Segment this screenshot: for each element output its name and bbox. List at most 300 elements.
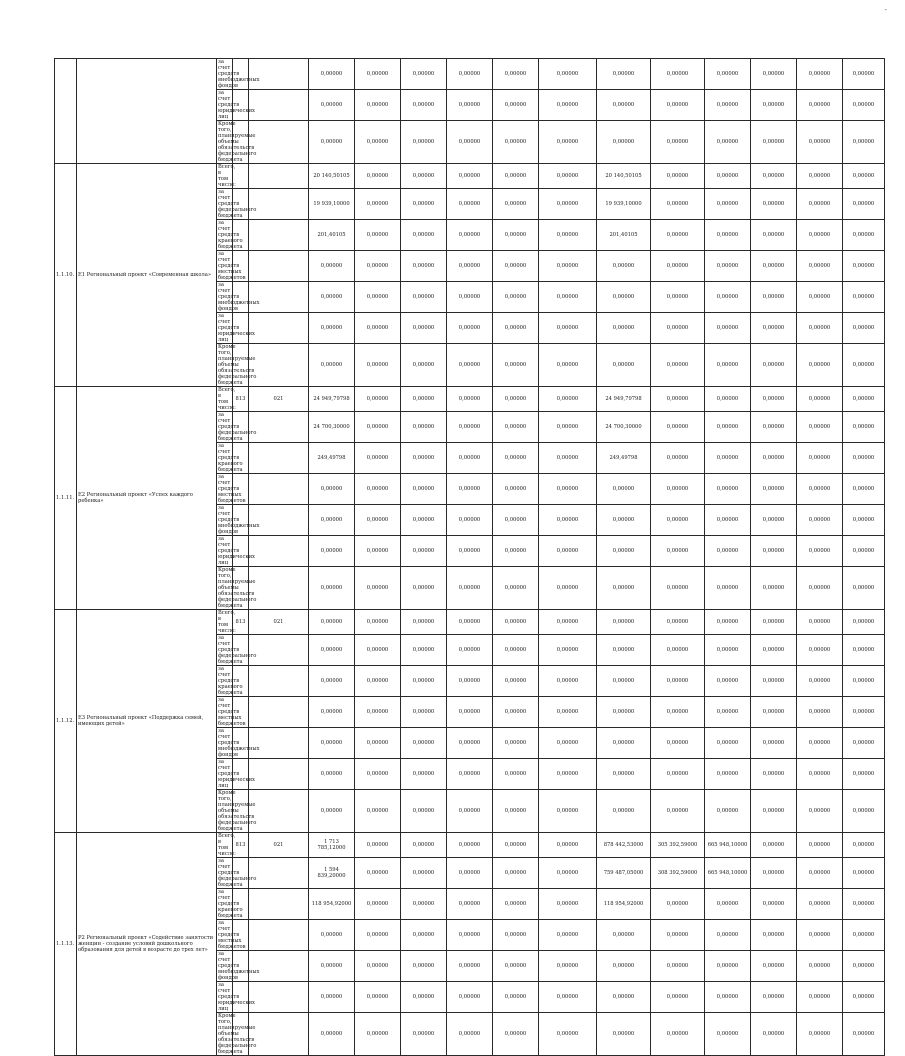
amount-cell: 0,00000	[843, 313, 885, 344]
amount-cell: 0,00000	[751, 189, 797, 220]
amount-cell: 0,00000	[401, 282, 447, 313]
amount-cell: 0,00000	[651, 536, 705, 567]
amount-cell: 0,00000	[539, 889, 597, 920]
amount-cell: 0,00000	[597, 282, 651, 313]
amount-cell: 0,00000	[401, 412, 447, 443]
amount-cell: 0,00000	[705, 387, 751, 412]
amount-cell: 0,00000	[751, 121, 797, 164]
amount-cell: 0,00000	[797, 59, 843, 90]
amount-cell: 0,00000	[355, 728, 401, 759]
amount-cell: 0,00000	[843, 121, 885, 164]
amount-cell: 0,00000	[539, 567, 597, 610]
amount-cell: 0,00000	[843, 889, 885, 920]
amount-cell: 0,00000	[651, 189, 705, 220]
amount-cell: 0,00000	[355, 889, 401, 920]
section-code	[249, 635, 309, 666]
amount-cell: 0,00000	[493, 313, 539, 344]
amount-cell: 0,00000	[493, 189, 539, 220]
amount-cell: 0,00000	[401, 220, 447, 251]
amount-cell: 0,00000	[401, 251, 447, 282]
amount-cell: 0,00000	[705, 121, 751, 164]
amount-cell: 0,00000	[401, 59, 447, 90]
amount-cell: 0,00000	[705, 920, 751, 951]
amount-cell: 0,00000	[355, 697, 401, 728]
amount-cell: 0,00000	[705, 282, 751, 313]
amount-cell: 0,00000	[705, 610, 751, 635]
section-code	[249, 759, 309, 790]
amount-cell: 20 140,50105	[597, 164, 651, 189]
amount-cell: 0,00000	[597, 90, 651, 121]
amount-cell: 201,40105	[309, 220, 355, 251]
amount-cell: 0,00000	[705, 251, 751, 282]
amount-cell: 0,00000	[401, 759, 447, 790]
amount-cell: 19 939,10000	[597, 189, 651, 220]
amount-cell: 0,00000	[309, 790, 355, 833]
amount-cell: 0,00000	[401, 610, 447, 635]
project-name	[77, 59, 217, 164]
amount-cell: 0,00000	[447, 610, 493, 635]
section-code	[249, 344, 309, 387]
table-row	[55, 164, 885, 189]
amount-cell: 0,00000	[493, 889, 539, 920]
amount-cell: 24 949,79798	[309, 387, 355, 412]
amount-cell: 0,00000	[493, 164, 539, 189]
funding-source: за счет средств федерального бюджета	[218, 189, 257, 219]
funding-source: Кроме того, планируемые объемы обязательств федерального бюджета	[218, 344, 257, 386]
amount-cell: 19 939,10000	[309, 189, 355, 220]
amount-cell: 24 700,30000	[597, 412, 651, 443]
amount-cell: 0,00000	[401, 313, 447, 344]
amount-cell: 0,00000	[539, 344, 597, 387]
amount-cell: 0,00000	[597, 666, 651, 697]
amount-cell: 0,00000	[309, 344, 355, 387]
row-code: 1.1.12.	[55, 610, 77, 833]
amount-cell: 0,00000	[797, 635, 843, 666]
amount-cell: 0,00000	[355, 833, 401, 858]
amount-cell: 0,00000	[539, 858, 597, 889]
amount-cell: 0,00000	[651, 759, 705, 790]
amount-cell: 0,00000	[539, 982, 597, 1013]
funding-source: Кроме того, планируемые объемы обязательств федерального бюджета	[218, 1013, 257, 1055]
amount-cell: 0,00000	[309, 666, 355, 697]
section-code	[249, 121, 309, 164]
amount-cell: 0,00000	[651, 412, 705, 443]
amount-cell: 0,00000	[401, 951, 447, 982]
amount-cell: 0,00000	[309, 90, 355, 121]
project-name: Е3 Региональный проект «Поддержка семей, имеющих детей»	[77, 610, 217, 833]
amount-cell: 0,00000	[309, 567, 355, 610]
amount-cell: 0,00000	[597, 790, 651, 833]
amount-cell: 0,00000	[651, 920, 705, 951]
table-row	[55, 833, 885, 858]
amount-cell: 0,00000	[355, 90, 401, 121]
amount-cell: 0,00000	[751, 833, 797, 858]
amount-cell: 0,00000	[597, 951, 651, 982]
amount-cell: 0,00000	[705, 90, 751, 121]
amount-cell: 0,00000	[651, 90, 705, 121]
amount-cell: 0,00000	[797, 759, 843, 790]
amount-cell: 0,00000	[401, 344, 447, 387]
funding-source: Всего, в том числе:	[218, 610, 236, 634]
amount-cell: 0,00000	[493, 251, 539, 282]
amount-cell: 0,00000	[447, 858, 493, 889]
amount-cell: 0,00000	[843, 920, 885, 951]
amount-cell: 0,00000	[309, 251, 355, 282]
amount-cell: 0,00000	[539, 282, 597, 313]
section-code	[249, 567, 309, 610]
amount-cell: 1 594 839,20000	[309, 858, 355, 889]
amount-cell: 0,00000	[401, 387, 447, 412]
section-code	[249, 858, 309, 889]
amount-cell: 0,00000	[355, 505, 401, 536]
amount-cell: 0,00000	[401, 1013, 447, 1056]
section-code	[249, 412, 309, 443]
amount-cell: 0,00000	[447, 759, 493, 790]
section-code	[249, 59, 309, 90]
amount-cell: 0,00000	[539, 635, 597, 666]
amount-cell: 0,00000	[651, 443, 705, 474]
amount-cell: 0,00000	[447, 666, 493, 697]
amount-cell: 0,00000	[797, 387, 843, 412]
amount-cell: 0,00000	[597, 474, 651, 505]
amount-cell: 0,00000	[493, 610, 539, 635]
amount-cell: 665 948,10000	[705, 858, 751, 889]
amount-cell: 0,00000	[539, 920, 597, 951]
funding-source: за счет средств внебюджетных фондов	[218, 505, 260, 535]
amount-cell: 0,00000	[705, 505, 751, 536]
amount-cell: 0,00000	[309, 728, 355, 759]
amount-cell: 0,00000	[493, 387, 539, 412]
amount-cell: 0,00000	[493, 920, 539, 951]
funding-source: Всего, в том числе:	[218, 164, 236, 188]
amount-cell: 0,00000	[705, 759, 751, 790]
funding-source: за счет средств местных бюджетов	[218, 920, 246, 950]
amount-cell: 0,00000	[355, 951, 401, 982]
amount-cell: 0,00000	[751, 313, 797, 344]
amount-cell: 0,00000	[797, 790, 843, 833]
amount-cell: 0,00000	[493, 282, 539, 313]
amount-cell: 0,00000	[597, 313, 651, 344]
amount-cell: 0,00000	[355, 982, 401, 1013]
amount-cell: 0,00000	[651, 666, 705, 697]
amount-cell: 0,00000	[751, 610, 797, 635]
amount-cell: 0,00000	[843, 1013, 885, 1056]
amount-cell: 0,00000	[493, 121, 539, 164]
amount-cell: 0,00000	[651, 220, 705, 251]
amount-cell: 0,00000	[797, 858, 843, 889]
amount-cell: 0,00000	[309, 635, 355, 666]
section-code: 021	[249, 833, 309, 858]
funding-source: за счет средств юридических лиц	[218, 90, 255, 120]
amount-cell: 0,00000	[751, 474, 797, 505]
amount-cell: 0,00000	[401, 90, 447, 121]
amount-cell: 0,00000	[751, 635, 797, 666]
funding-source: за счет средств краевого бюджета	[218, 443, 243, 473]
amount-cell: 0,00000	[597, 536, 651, 567]
amount-cell: 0,00000	[493, 858, 539, 889]
amount-cell: 0,00000	[447, 387, 493, 412]
funding-source: за счет средств федерального бюджета	[218, 635, 257, 665]
amount-cell: 0,00000	[355, 412, 401, 443]
table-row	[55, 59, 885, 90]
amount-cell: 0,00000	[651, 164, 705, 189]
amount-cell: 0,00000	[597, 759, 651, 790]
amount-cell: 0,00000	[447, 251, 493, 282]
amount-cell: 0,00000	[539, 790, 597, 833]
ministry-code: 813	[233, 387, 249, 412]
amount-cell: 0,00000	[493, 344, 539, 387]
amount-cell: 0,00000	[751, 982, 797, 1013]
amount-cell: 118 954,92000	[309, 889, 355, 920]
amount-cell: 0,00000	[705, 697, 751, 728]
amount-cell: 0,00000	[843, 858, 885, 889]
amount-cell: 0,00000	[493, 90, 539, 121]
amount-cell: 20 140,50105	[309, 164, 355, 189]
amount-cell: 0,00000	[751, 920, 797, 951]
amount-cell: 305 392,59000	[651, 833, 705, 858]
amount-cell: 0,00000	[843, 474, 885, 505]
amount-cell: 0,00000	[651, 251, 705, 282]
section-code	[249, 443, 309, 474]
amount-cell: 0,00000	[493, 635, 539, 666]
amount-cell: 0,00000	[539, 220, 597, 251]
amount-cell: 0,00000	[309, 697, 355, 728]
amount-cell: 0,00000	[797, 728, 843, 759]
amount-cell: 0,00000	[705, 635, 751, 666]
funding-source: за счет средств местных бюджетов	[218, 474, 246, 504]
amount-cell: 0,00000	[493, 412, 539, 443]
amount-cell: 0,00000	[751, 889, 797, 920]
amount-cell: 0,00000	[651, 982, 705, 1013]
amount-cell: 0,00000	[309, 313, 355, 344]
amount-cell: 0,00000	[705, 790, 751, 833]
funding-source: за счет средств юридических лиц	[218, 759, 255, 789]
amount-cell: 0,00000	[355, 251, 401, 282]
amount-cell: 0,00000	[651, 474, 705, 505]
funding-source: за счет средств внебюджетных фондов	[218, 728, 260, 758]
amount-cell: 0,00000	[493, 951, 539, 982]
amount-cell: 0,00000	[651, 505, 705, 536]
amount-cell: 0,00000	[493, 536, 539, 567]
amount-cell: 0,00000	[705, 412, 751, 443]
amount-cell: 0,00000	[355, 282, 401, 313]
amount-cell: 0,00000	[651, 121, 705, 164]
amount-cell: 0,00000	[493, 1013, 539, 1056]
section-code	[249, 90, 309, 121]
amount-cell: 0,00000	[355, 920, 401, 951]
amount-cell: 878 442,53000	[597, 833, 651, 858]
amount-cell: 0,00000	[355, 164, 401, 189]
amount-cell: 0,00000	[309, 121, 355, 164]
amount-cell: 0,00000	[705, 567, 751, 610]
amount-cell: 0,00000	[355, 567, 401, 610]
amount-cell: 0,00000	[355, 121, 401, 164]
amount-cell: 0,00000	[447, 164, 493, 189]
amount-cell: 0,00000	[651, 1013, 705, 1056]
amount-cell: 0,00000	[539, 251, 597, 282]
amount-cell: 0,00000	[843, 697, 885, 728]
amount-cell: 0,00000	[309, 282, 355, 313]
funding-source: Всего, в том числе:	[218, 833, 236, 857]
amount-cell: 0,00000	[843, 790, 885, 833]
amount-cell: 0,00000	[751, 697, 797, 728]
amount-cell: 0,00000	[447, 121, 493, 164]
amount-cell: 0,00000	[751, 412, 797, 443]
row-code: 1.1.11.	[55, 387, 77, 610]
amount-cell: 0,00000	[401, 505, 447, 536]
funding-source: Кроме того, планируемые объемы обязательств федерального бюджета	[218, 121, 257, 163]
amount-cell: 0,00000	[493, 505, 539, 536]
amount-cell: 0,00000	[797, 610, 843, 635]
amount-cell: 0,00000	[705, 728, 751, 759]
amount-cell: 0,00000	[539, 505, 597, 536]
amount-cell: 0,00000	[447, 1013, 493, 1056]
amount-cell: 0,00000	[797, 951, 843, 982]
amount-cell: 0,00000	[705, 313, 751, 344]
section-code	[249, 282, 309, 313]
amount-cell: 0,00000	[597, 982, 651, 1013]
amount-cell: 0,00000	[705, 59, 751, 90]
amount-cell: 759 487,05000	[597, 858, 651, 889]
amount-cell: 0,00000	[355, 610, 401, 635]
amount-cell: 0,00000	[447, 728, 493, 759]
amount-cell: 0,00000	[539, 728, 597, 759]
funding-source: за счет средств юридических лиц	[218, 982, 255, 1012]
amount-cell: 0,00000	[797, 412, 843, 443]
amount-cell: 0,00000	[401, 443, 447, 474]
amount-cell: 0,00000	[447, 951, 493, 982]
amount-cell: 0,00000	[539, 387, 597, 412]
amount-cell: 0,00000	[705, 536, 751, 567]
amount-cell: 0,00000	[401, 635, 447, 666]
amount-cell: 0,00000	[651, 610, 705, 635]
section-code	[249, 1013, 309, 1056]
amount-cell: 0,00000	[705, 344, 751, 387]
amount-cell: 0,00000	[797, 889, 843, 920]
funding-source: Всего, в том числе:	[218, 387, 236, 411]
amount-cell: 0,00000	[797, 164, 843, 189]
amount-cell: 0,00000	[843, 666, 885, 697]
amount-cell: 0,00000	[797, 474, 843, 505]
amount-cell: 0,00000	[651, 313, 705, 344]
section-code	[249, 951, 309, 982]
amount-cell: 0,00000	[539, 412, 597, 443]
amount-cell: 0,00000	[705, 443, 751, 474]
amount-cell: 0,00000	[843, 220, 885, 251]
ministry-code: 813	[233, 833, 249, 858]
amount-cell: 0,00000	[843, 59, 885, 90]
amount-cell: 0,00000	[651, 697, 705, 728]
amount-cell: 0,00000	[539, 443, 597, 474]
amount-cell: 0,00000	[355, 1013, 401, 1056]
amount-cell: 0,00000	[651, 728, 705, 759]
table-row	[55, 610, 885, 635]
amount-cell: 0,00000	[309, 951, 355, 982]
amount-cell: 0,00000	[705, 1013, 751, 1056]
amount-cell: 0,00000	[751, 858, 797, 889]
amount-cell: 0,00000	[355, 59, 401, 90]
amount-cell: 0,00000	[447, 920, 493, 951]
amount-cell: 0,00000	[751, 251, 797, 282]
amount-cell: 0,00000	[843, 536, 885, 567]
amount-cell: 0,00000	[355, 790, 401, 833]
amount-cell: 0,00000	[705, 220, 751, 251]
amount-cell: 0,00000	[355, 474, 401, 505]
amount-cell: 0,00000	[797, 121, 843, 164]
amount-cell: 0,00000	[355, 536, 401, 567]
funding-source: за счет средств местных бюджетов	[218, 697, 246, 727]
amount-cell: 0,00000	[309, 920, 355, 951]
amount-cell: 0,00000	[597, 635, 651, 666]
amount-cell: 0,00000	[751, 282, 797, 313]
amount-cell: 0,00000	[401, 833, 447, 858]
amount-cell: 0,00000	[597, 728, 651, 759]
amount-cell: 0,00000	[309, 610, 355, 635]
amount-cell: 0,00000	[309, 1013, 355, 1056]
amount-cell: 0,00000	[843, 567, 885, 610]
amount-cell: 0,00000	[355, 666, 401, 697]
amount-cell: 0,00000	[447, 412, 493, 443]
amount-cell: 0,00000	[401, 790, 447, 833]
amount-cell: 0,00000	[493, 443, 539, 474]
funding-source: за счет средств местных бюджетов	[218, 251, 246, 281]
amount-cell: 0,00000	[539, 833, 597, 858]
amount-cell: 0,00000	[843, 164, 885, 189]
section-code	[249, 889, 309, 920]
section-code	[249, 697, 309, 728]
funding-source: за счет средств внебюджетных фондов	[218, 59, 260, 89]
amount-cell: 0,00000	[797, 505, 843, 536]
amount-cell: 0,00000	[843, 728, 885, 759]
amount-cell: 118 954,92000	[597, 889, 651, 920]
amount-cell: 0,00000	[447, 443, 493, 474]
amount-cell: 0,00000	[651, 282, 705, 313]
section-code	[249, 164, 309, 189]
amount-cell: 0,00000	[651, 951, 705, 982]
amount-cell: 0,00000	[797, 536, 843, 567]
amount-cell: 0,00000	[493, 759, 539, 790]
amount-cell: 0,00000	[493, 982, 539, 1013]
amount-cell: 0,00000	[493, 59, 539, 90]
amount-cell: 1 713 785,12000	[309, 833, 355, 858]
funding-source: за счет средств внебюджетных фондов	[218, 951, 260, 981]
amount-cell: 0,00000	[751, 59, 797, 90]
section-code	[249, 536, 309, 567]
amount-cell: 0,00000	[751, 387, 797, 412]
amount-cell: 0,00000	[843, 610, 885, 635]
amount-cell: 0,00000	[355, 759, 401, 790]
funding-source: за счет средств юридических лиц	[218, 536, 255, 566]
amount-cell: 0,00000	[843, 505, 885, 536]
amount-cell: 0,00000	[751, 567, 797, 610]
amount-cell: 0,00000	[447, 567, 493, 610]
amount-cell: 0,00000	[493, 474, 539, 505]
amount-cell: 0,00000	[705, 951, 751, 982]
amount-cell: 249,49798	[309, 443, 355, 474]
amount-cell: 0,00000	[705, 666, 751, 697]
row-code: 1.1.10.	[55, 164, 77, 387]
amount-cell: 0,00000	[651, 59, 705, 90]
amount-cell: 0,00000	[651, 567, 705, 610]
amount-cell: 0,00000	[539, 536, 597, 567]
amount-cell: 0,00000	[797, 666, 843, 697]
amount-cell: 0,00000	[597, 610, 651, 635]
amount-cell: 0,00000	[751, 164, 797, 189]
amount-cell: 0,00000	[597, 1013, 651, 1056]
amount-cell: 0,00000	[355, 635, 401, 666]
amount-cell: 0,00000	[651, 387, 705, 412]
amount-cell: 0,00000	[751, 505, 797, 536]
